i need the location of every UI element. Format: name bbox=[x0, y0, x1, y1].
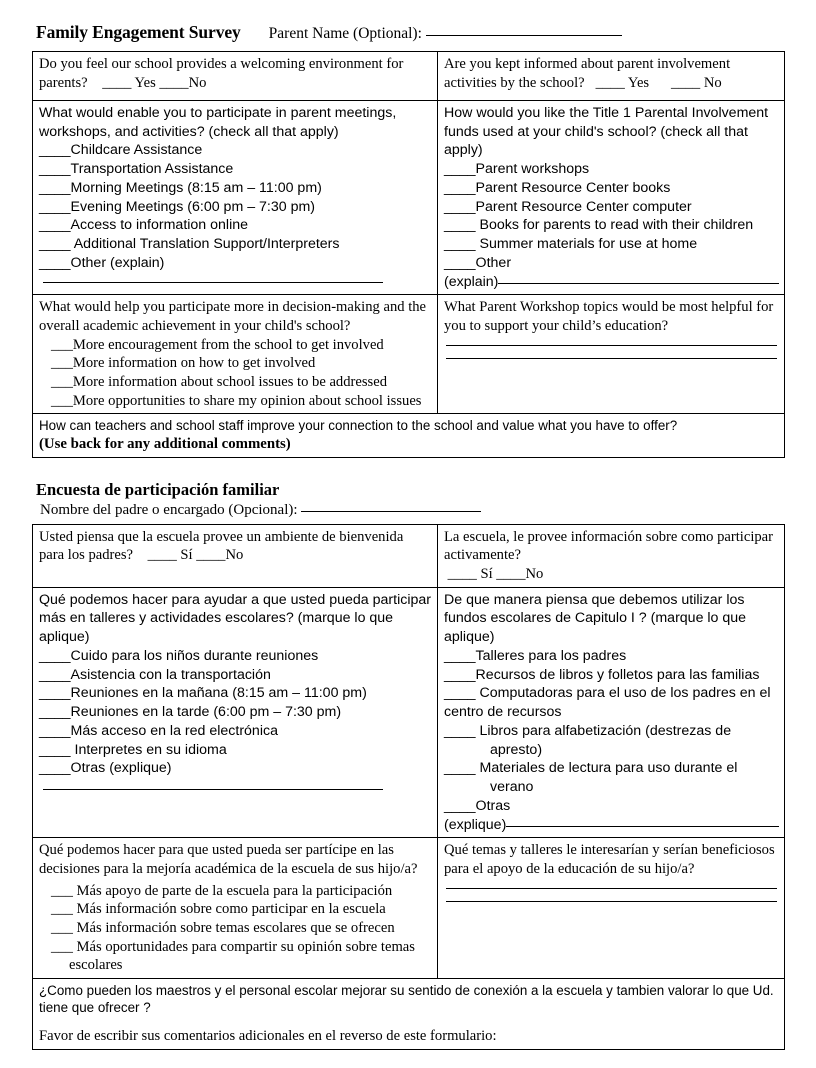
table-row bbox=[33, 295, 785, 414]
spanish-parent-name-input[interactable] bbox=[301, 511, 481, 512]
table-row bbox=[33, 101, 785, 295]
en-q2-right-option[interactable]: ____ Books for parents to read with their children bbox=[444, 217, 754, 234]
es-q2-left-option[interactable]: ____Más acceso en la red electrónica bbox=[39, 722, 278, 739]
es-q3-right-answer-line-1[interactable] bbox=[446, 888, 777, 889]
table-row bbox=[33, 414, 785, 457]
en-q2-right-option[interactable]: ____Other bbox=[444, 254, 512, 271]
en-q2-left-option[interactable]: ____Other (explain) bbox=[39, 254, 165, 271]
es-q3-left-option[interactable]: ___ Más información sobre temas escolares que se ofrecen bbox=[51, 919, 395, 936]
table-row bbox=[33, 524, 785, 587]
spanish-parent-name-label: Nombre del padre o encargado (Opcional): bbox=[40, 501, 298, 518]
es-q2-left-other-input[interactable] bbox=[43, 789, 383, 790]
es-q4-line2: Favor de escribir sus comentarios adicionales en el reverso de este formulario: bbox=[39, 1027, 497, 1044]
english-header bbox=[0, 0, 816, 51]
cell-es-q2-right bbox=[438, 587, 785, 838]
es-q2-left-option[interactable]: ____Otras (explique) bbox=[39, 760, 172, 777]
cell-es-q3-right bbox=[438, 838, 785, 979]
es-q2-right-prompt: De que manera piensa que debemos utilizar los fundos escolares de Capitulo I ? (marque lo que aplique) bbox=[444, 591, 747, 646]
en-q2-left-option[interactable]: ____Access to information online bbox=[39, 217, 248, 234]
es-q3-left-prompt: Qué podemos hacer para que usted pueda ser partícipe en las decisiones para la mejoría académica de la escuela de sus hijo/a? bbox=[39, 842, 418, 877]
parent-name-field-group bbox=[269, 25, 622, 43]
page-title: Family Engagement Survey bbox=[36, 22, 241, 42]
es-q1-right-prompt: La escuela, le provee información sobre como participar activamente? bbox=[444, 528, 774, 564]
cell-en-q2-left bbox=[33, 101, 438, 295]
en-q2-left-option[interactable]: ____Transportation Assistance bbox=[39, 161, 234, 178]
en-q3-right-answer-line-1[interactable] bbox=[446, 345, 777, 346]
table-row bbox=[33, 838, 785, 979]
cell-en-q3-right bbox=[438, 295, 785, 414]
en-q2-right-explain-label: (explain) bbox=[444, 273, 499, 290]
cell-es-q3-left bbox=[33, 838, 438, 979]
en-q4-line1: How can teachers and school staff improve your connection to the school and value what you have to offer? bbox=[39, 418, 678, 434]
cell-en-q1-left bbox=[33, 52, 438, 101]
en-q2-right-prompt: How would you like the Title 1 Parental Involvement funds used at your child's school? (check all that apply) bbox=[444, 105, 769, 159]
en-q2-right-option[interactable]: ____ Summer materials for use at home bbox=[444, 236, 698, 253]
spanish-parent-name-field-group bbox=[36, 502, 816, 519]
cell-es-q1-left bbox=[33, 524, 438, 587]
table-row bbox=[33, 979, 785, 1050]
en-q2-left-option[interactable]: ____Childcare Assistance bbox=[39, 142, 203, 159]
es-q4-line1: ¿Como pueden los maestros y el personal escolar mejorar su sentido de conexión a la escuela y tambien valorar lo que Ud. tiene que ofrecer ? bbox=[39, 983, 774, 1016]
es-q1-left-text: Usted piensa que la escuela provee un ambiente de bienvenida para los padres? ____ Sí ____No bbox=[39, 528, 407, 564]
en-q2-right-explain-row bbox=[444, 273, 779, 292]
en-q3-right-answer-line-2[interactable] bbox=[446, 358, 777, 359]
es-q2-right-option[interactable]: ____Talleres para los padres bbox=[444, 647, 627, 664]
es-q2-left-option[interactable]: ____Cuido para los niños durante reuniones bbox=[39, 647, 319, 664]
es-q3-right-prompt: Qué temas y talleres le interesarían y serían beneficiosos para el apoyo de la educación de su hijo/a? bbox=[444, 842, 775, 877]
en-q3-left-prompt: What would help you participate more in decision-making and the overall academic achievement in your child's school? bbox=[39, 299, 427, 335]
cell-en-q3-left bbox=[33, 295, 438, 414]
en-q2-left-other-input[interactable] bbox=[43, 282, 383, 283]
table-row bbox=[33, 587, 785, 838]
es-q2-right-option[interactable]: ____ Computadoras para el uso de los padres en el centro de recursos bbox=[444, 685, 771, 721]
en-q1-left-text: Do you feel our school provides a welcoming environment for parents? ____ Yes ____No bbox=[39, 56, 408, 91]
en-q2-left-prompt: What would enable you to participate in parent meetings, workshops, and activities? (check all that apply) bbox=[39, 105, 397, 140]
cell-es-q2-left bbox=[33, 587, 438, 838]
spanish-survey-table bbox=[32, 524, 785, 1050]
cell-es-q4 bbox=[33, 979, 785, 1050]
es-q2-right-option[interactable]: ____Recursos de libros y folletos para las familias bbox=[444, 666, 760, 683]
es-q2-right-explain-label: (explique) bbox=[444, 816, 507, 833]
en-q3-right-prompt: What Parent Workshop topics would be most helpful for you to support your child’s education? bbox=[444, 299, 774, 335]
es-q3-left-option[interactable]: ___ Más apoyo de parte de la escuela para la participación bbox=[51, 882, 393, 899]
es-q2-right-option[interactable]: ____Otras bbox=[444, 797, 511, 814]
cell-en-q1-right bbox=[438, 52, 785, 101]
es-q3-right-answer-line-2[interactable] bbox=[446, 901, 777, 902]
es-q3-left-option[interactable]: ___ Más oportunidades para compartir su opinión sobre temas escolares bbox=[51, 938, 415, 974]
parent-name-label: Parent Name (Optional): bbox=[268, 25, 422, 42]
es-q2-left-option[interactable]: ____Asistencia con la transportación bbox=[39, 666, 271, 683]
spanish-page-title: Encuesta de participación familiar bbox=[36, 479, 280, 499]
cell-en-q2-right bbox=[438, 101, 785, 295]
english-survey-table bbox=[32, 51, 785, 458]
en-q4-line2: (Use back for any additional comments) bbox=[39, 435, 291, 452]
es-q2-right-option[interactable]: ____ Libros para alfabetización (destrezas de apresto) bbox=[444, 722, 732, 758]
es-q1-right-answer[interactable]: ____ Sí ____No bbox=[444, 566, 544, 583]
es-q2-right-explain-row bbox=[444, 816, 779, 835]
es-q2-right-explain-input[interactable] bbox=[506, 826, 779, 827]
en-q1-right-text: Are you kept informed about parent involvement activities by the school? ____ Yes ____ No bbox=[444, 56, 734, 91]
cell-es-q1-right bbox=[438, 524, 785, 587]
spanish-header bbox=[0, 458, 816, 524]
parent-name-input[interactable] bbox=[426, 35, 622, 36]
es-q2-left-option[interactable]: ____ Interpretes en su idioma bbox=[39, 741, 227, 758]
en-q2-left-option[interactable]: ____Evening Meetings (6:00 pm – 7:30 pm) bbox=[39, 198, 316, 215]
en-q2-right-explain-input[interactable] bbox=[498, 283, 779, 284]
es-q3-left-option[interactable]: ___ Más información sobre como participar en la escuela bbox=[51, 901, 386, 918]
en-q2-right-option[interactable]: ____Parent Resource Center books bbox=[444, 179, 671, 196]
es-q2-left-option[interactable]: ____Reuniones en la tarde (6:00 pm – 7:30 pm) bbox=[39, 704, 342, 721]
es-q2-left-prompt: Qué podemos hacer para ayudar a que usted pueda participar más en talleres y actividades escolares? (marque lo que aplique) bbox=[39, 591, 431, 646]
es-q2-left-option[interactable]: ____Reuniones en la mañana (8:15 am – 11:00 pm) bbox=[39, 685, 367, 702]
en-q3-left-option[interactable]: ___More information on how to get involved bbox=[51, 355, 316, 372]
cell-en-q4 bbox=[33, 414, 785, 457]
table-row bbox=[33, 52, 785, 101]
en-q2-right-option[interactable]: ____Parent Resource Center computer bbox=[444, 198, 692, 215]
en-q2-left-option[interactable]: ____Morning Meetings (8:15 am – 11:00 pm) bbox=[39, 179, 322, 196]
es-q2-right-option[interactable]: ____ Materiales de lectura para uso durante el verano bbox=[444, 760, 738, 796]
en-q3-left-option[interactable]: ___More encouragement from the school to get involved bbox=[51, 336, 384, 353]
en-q2-right-option[interactable]: ____Parent workshops bbox=[444, 161, 590, 178]
en-q2-left-option[interactable]: ____ Additional Translation Support/Interpreters bbox=[39, 236, 340, 253]
en-q3-left-option[interactable]: ___More information about school issues to be addressed bbox=[51, 374, 387, 391]
en-q3-left-option[interactable]: ___More opportunities to share my opinion about school issues bbox=[51, 392, 422, 409]
